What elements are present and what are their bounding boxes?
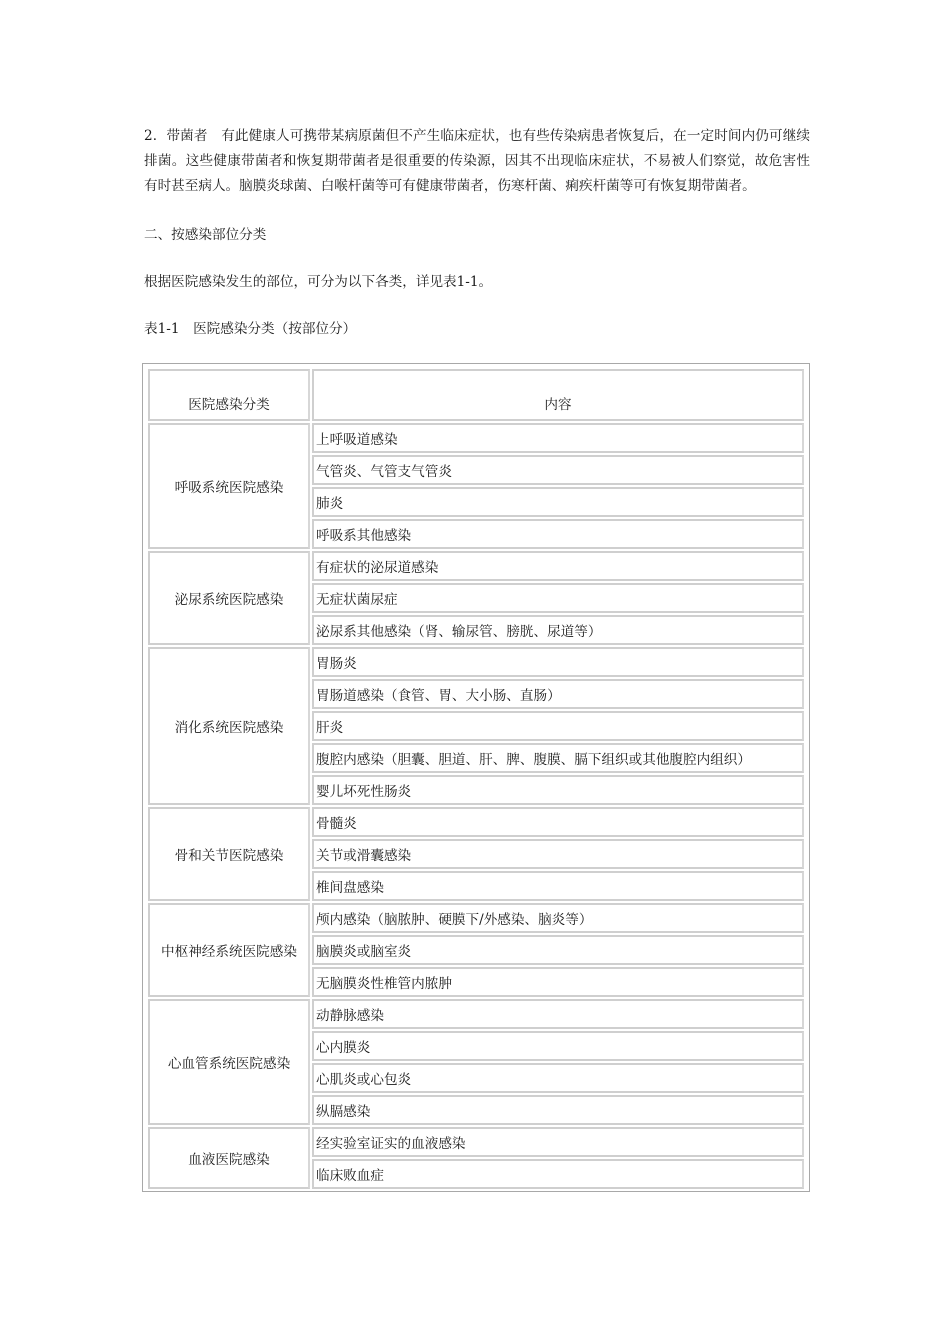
content-cell: 呼吸系其他感染	[312, 519, 804, 549]
table-caption: 表1-1 医院感染分类（按部位分）	[144, 321, 357, 337]
content-cell: 临床败血症	[312, 1159, 804, 1189]
content-cell: 肺炎	[312, 487, 804, 517]
content-cell: 有症状的泌尿道感染	[312, 551, 804, 581]
table-row	[148, 647, 804, 677]
carrier-paragraph: 2．带菌者 有此健康人可携带某病原菌但不产生临床症状，也有些传染病患者恢复后，在一定时间内仍可继续排菌。这些健康带菌者和恢复期带菌者是很重要的传染源，因其不出现临床症状，不易被人们察觉，故危害性有时甚至病人。脑膜炎球菌、白喉杆菌等可有健康带菌者，伤寒杆菌、痢疾杆菌等可有恢复期带菌者。	[144, 128, 810, 194]
category-cell: 血液医院感染	[148, 1127, 310, 1189]
category-cell: 中枢神经系统医院感染	[148, 903, 310, 997]
content-cell: 腹腔内感染（胆囊、胆道、肝、脾、腹膜、膈下组织或其他腹腔内组织）	[312, 743, 804, 773]
content-cell: 上呼吸道感染	[312, 423, 804, 453]
content-cell: 椎间盘感染	[312, 871, 804, 901]
table-row	[148, 423, 804, 453]
table-header-row	[148, 369, 804, 421]
content-cell: 肝炎	[312, 711, 804, 741]
content-cell: 胃肠道感染（食管、胃、大小肠、直肠）	[312, 679, 804, 709]
content-cell: 关节或滑囊感染	[312, 839, 804, 869]
category-cell: 呼吸系统医院感染	[148, 423, 310, 549]
category-cell: 心血管系统医院感染	[148, 999, 310, 1125]
category-cell: 消化系统医院感染	[148, 647, 310, 805]
content-cell: 心内膜炎	[312, 1031, 804, 1061]
section-heading: 二、按感染部位分类	[144, 227, 267, 243]
content-cell: 无脑膜炎性椎管内脓肿	[312, 967, 804, 997]
content-cell: 气管炎、气管支气管炎	[312, 455, 804, 485]
content-cell: 经实验室证实的血液感染	[312, 1127, 804, 1157]
table-row	[148, 807, 804, 837]
header-category: 医院感染分类	[148, 369, 310, 421]
content-cell: 颅内感染（脑脓肿、硬膜下/外感染、脑炎等）	[312, 903, 804, 933]
category-cell: 泌尿系统医院感染	[148, 551, 310, 645]
classification-table-frame	[142, 363, 810, 1192]
header-content: 内容	[312, 369, 804, 421]
content-cell: 骨髓炎	[312, 807, 804, 837]
content-cell: 心肌炎或心包炎	[312, 1063, 804, 1093]
classification-table	[146, 367, 806, 1191]
content-cell: 婴儿坏死性肠炎	[312, 775, 804, 805]
content-cell: 无症状菌尿症	[312, 583, 804, 613]
content-cell: 动静脉感染	[312, 999, 804, 1029]
content-cell: 脑膜炎或脑室炎	[312, 935, 804, 965]
table-row	[148, 999, 804, 1029]
intro-paragraph: 根据医院感染发生的部位，可分为以下各类，详见表1-1。	[144, 274, 493, 290]
category-cell: 骨和关节医院感染	[148, 807, 310, 901]
table-row	[148, 903, 804, 933]
content-cell: 纵膈感染	[312, 1095, 804, 1125]
content-cell: 胃肠炎	[312, 647, 804, 677]
table-row	[148, 1127, 804, 1157]
content-cell: 泌尿系其他感染（肾、输尿管、膀胱、尿道等）	[312, 615, 804, 645]
table-row	[148, 551, 804, 581]
